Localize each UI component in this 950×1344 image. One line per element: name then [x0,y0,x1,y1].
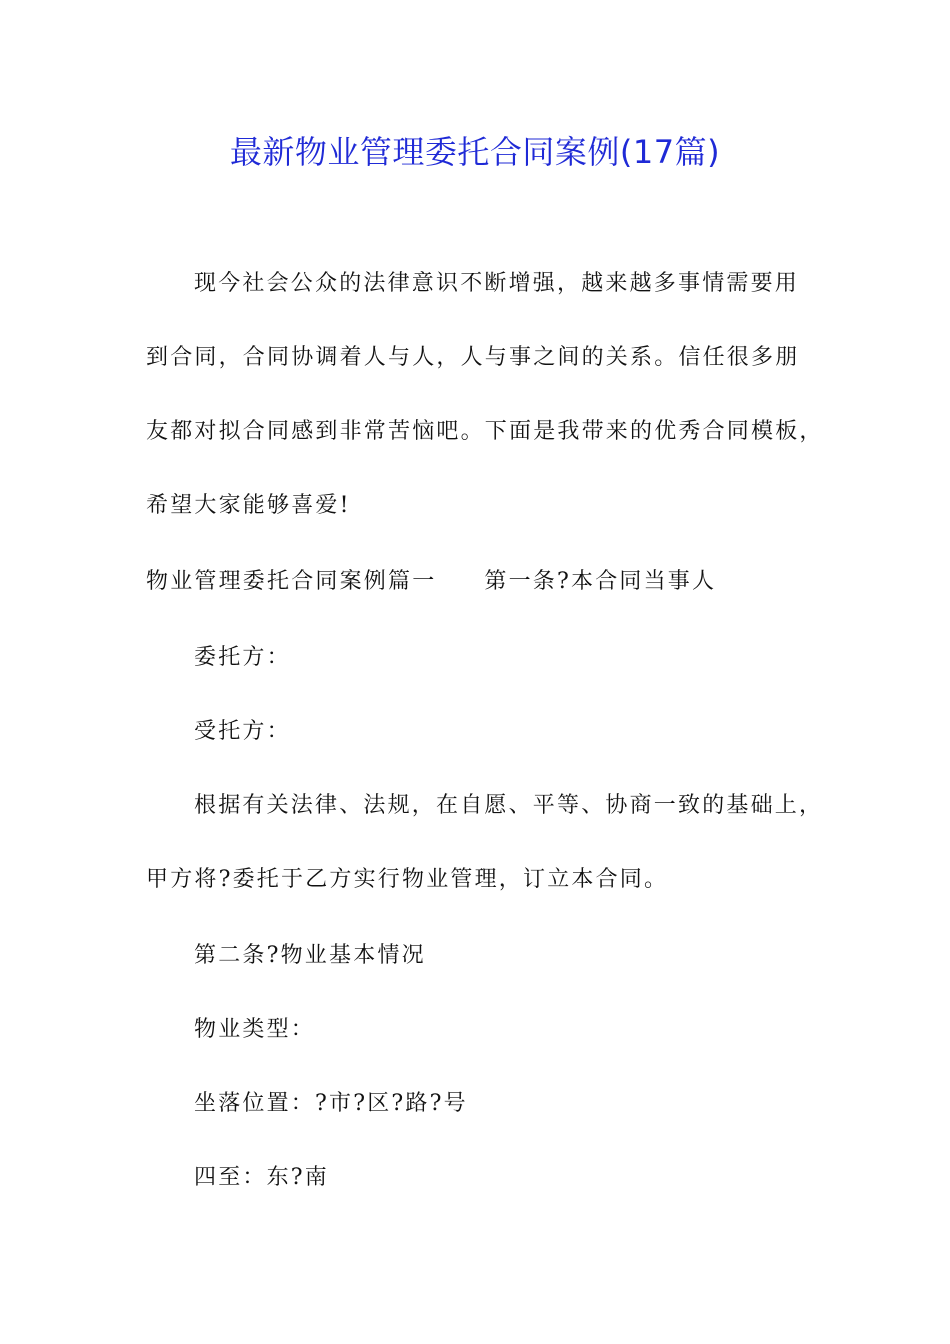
intro-line-1: 现今社会公众的法律意识不断增强，越来越多事情需要用 [194,271,800,296]
section-heading-row [146,566,716,598]
client-label: 委托方： [194,645,291,670]
basis-line-1: 根据有关法律、法规，在自愿、平等、协商一致的基础上， [194,793,824,818]
intro-line-2: 到合同，合同协调着人与人，人与事之间的关系。信任很多朋 [146,345,800,370]
section-heading: 物业管理委托合同案例篇一 [146,569,437,594]
article-2-heading: 第二条?物业基本情况 [194,943,426,968]
basis-line-2: 甲方将?委托于乙方实行物业管理，订立本合同。 [146,867,669,892]
document-title: 最新物业管理委托合同案例(17篇) [229,133,721,171]
location-label: 坐落位置：?市?区?路?号 [194,1091,468,1116]
boundaries-label: 四至：东?南 [194,1165,329,1190]
trustee-label: 受托方： [194,719,291,744]
article-1-heading: 第一条?本合同当事人 [484,569,717,594]
intro-line-4: 希望大家能够喜爱! [146,493,351,518]
intro-line-3: 友都对拟合同感到非常苦恼吧。下面是我带来的优秀合同模板， [146,419,824,444]
property-type-label: 物业类型： [194,1017,316,1042]
